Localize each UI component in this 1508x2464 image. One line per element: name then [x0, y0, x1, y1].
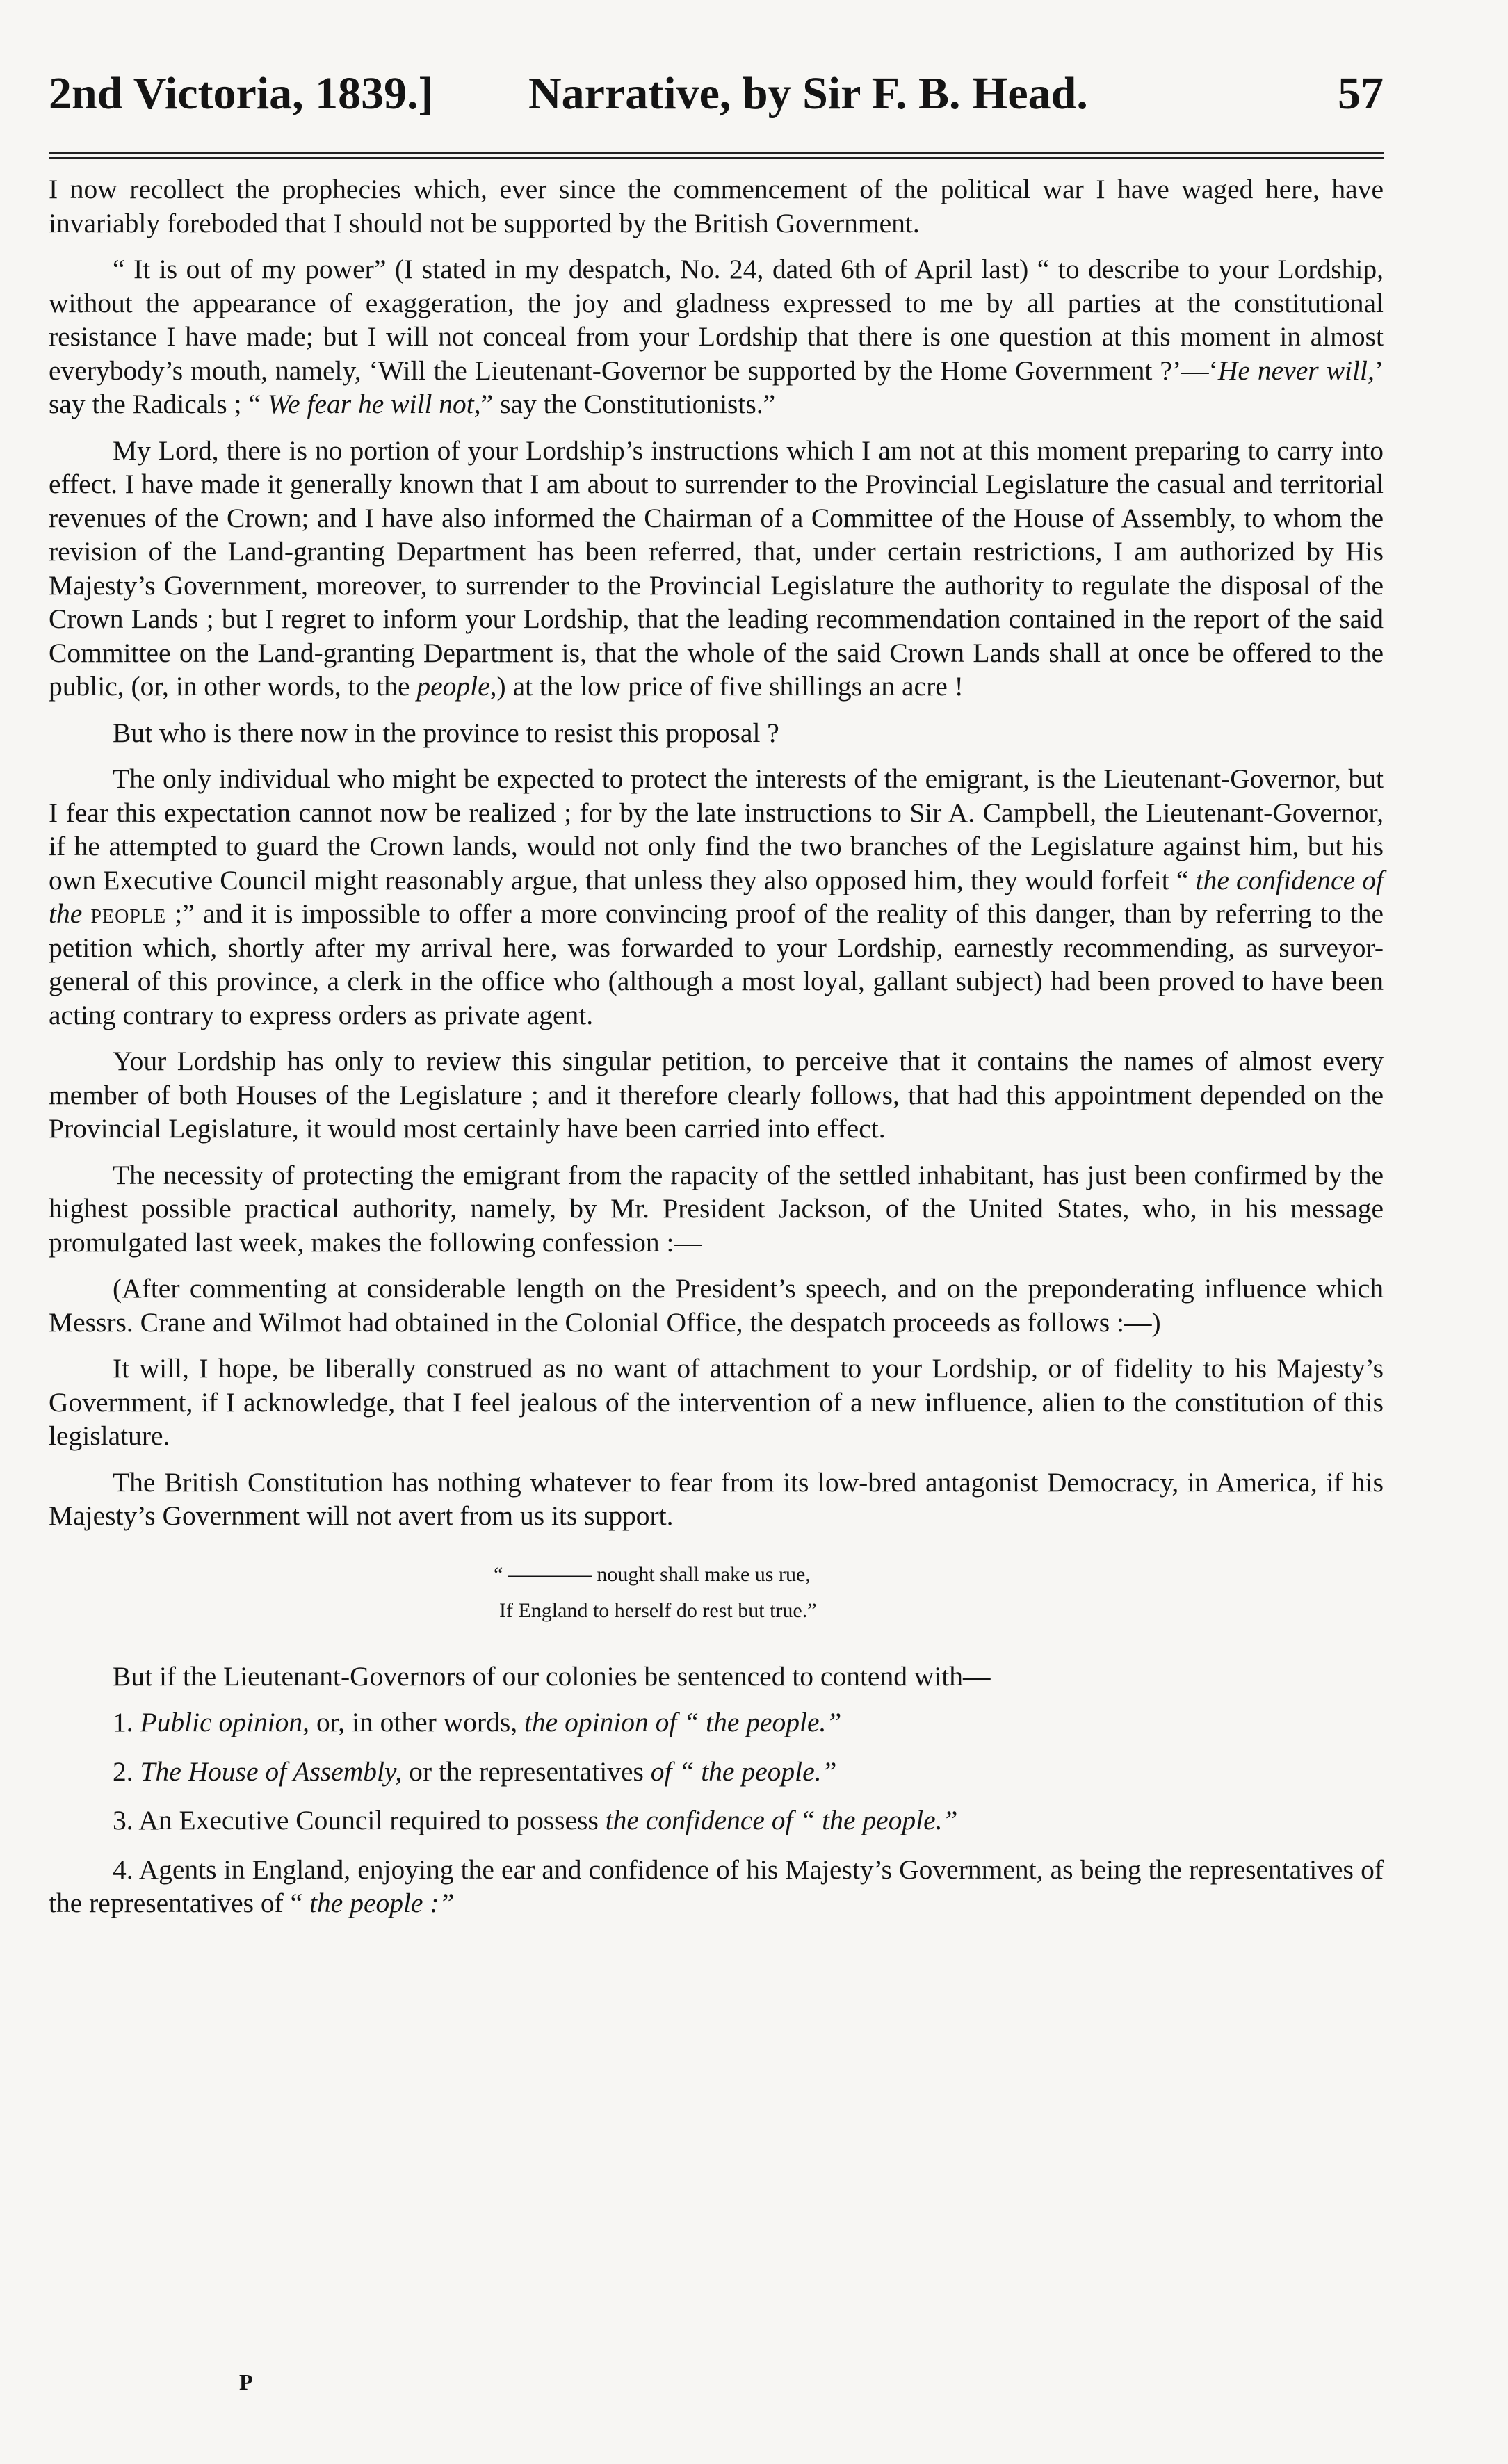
- verse-line-1: “ ———— nought shall make us rue,: [494, 1562, 811, 1586]
- numbered-list: [49, 1705, 1384, 1920]
- p5-smallcaps: people: [90, 898, 167, 929]
- p2-italic-1: He never will,: [1217, 355, 1375, 386]
- signature-mark: P: [239, 2369, 253, 2394]
- p3-italic: people,: [416, 671, 497, 702]
- paragraph-1: I now recollect the prophecies which, ever since the commencement of the political war I have waged here, have invariably foreboded that I should not be supported by the British Government.: [49, 174, 1384, 238]
- p2-text-a: “ It is out of my power” (I stated in my despatch, No. 24, dated 6th of April last) “ to describe to your Lordship, without the appearance of exaggeration, the joy and gladness expressed to me by all parties at the constitutional resistance I have made; but I will not conceal from your Lordship that there is one question at this moment in almost everybody’s mouth, namely, ‘Will the Lieutenant-Governor be supported by the Home Government ?’—‘: [49, 254, 1384, 386]
- list-text: Agents in England, enjoying the ear and confidence of his Majesty’s Government, as being the representatives of the representatives of “: [49, 1854, 1384, 1918]
- header-rule-bottom: [49, 157, 1384, 159]
- list-item: [49, 1853, 1384, 1920]
- list-item: [49, 1804, 1384, 1838]
- p3-text: My Lord, there is no portion of your Lordship’s instructions which I am not at this moment preparing to carry into effect. I have made it generally known that I am about to surrender to the Provincial Legislature the casual and territorial revenues of the Crown; and I have also informed the Chairman of a Committee of the House of Assembly, to whom the revision of the Land-granting Department has been referred, that, under certain restrictions, I am authorized by His Majesty’s Government, moreover, to surrender to the Provincial Legislature the authority to regulate the disposal of the Crown Lands ; but I regret to inform your Lordship, that the leading recommendation contained in the report of the said Committee on the Land-granting Department is, that the whole of the said Crown Lands shall at once be offered to the public, (or, in other words, to the: [49, 435, 1384, 702]
- p5-text-b: ;” and it is impossible to offer a more convincing proof of the reality of this danger, than by referring to the petition which, shortly after my arrival here, was forwarded to your Lordship, earnestly recommending, as surveyor-general of this province, a clerk in the office who (although a most loyal, gallant subject) had been proved to have been acting contrary to express orders as private agent.: [49, 898, 1384, 1030]
- list-number: 2.: [113, 1756, 133, 1787]
- list-item: [49, 1755, 1384, 1789]
- list-text: or the representatives: [402, 1756, 651, 1787]
- p2-text-c: ” say the Constitutionists.”: [480, 389, 776, 419]
- paragraph-3: [49, 434, 1384, 704]
- running-header: [49, 59, 1384, 129]
- list-text: or, in other words,: [309, 1707, 524, 1737]
- list-number: 3.: [113, 1805, 133, 1835]
- header-reign-date: 2nd Victoria, 1839.]: [49, 68, 434, 119]
- p3-text-end: ) at the low price of five shillings an acre !: [496, 671, 964, 702]
- list-italic-tail: of “ the people.”: [650, 1756, 837, 1787]
- header-rule-top: [49, 152, 1384, 154]
- paragraph-11: But if the Lieutenant-Governors of our colonies be sentenced to contend with—: [113, 1660, 991, 1692]
- p2-italic-2: We fear he will not,: [267, 389, 481, 419]
- page-number: 57: [1338, 68, 1384, 119]
- list-italic-lead: Public opinion,: [140, 1707, 310, 1737]
- paragraph-10: The British Constitution has nothing whatever to fear from its low-bred antagonist Democracy, in America, if his Majesty’s Government will not avert from us its support.: [49, 1466, 1384, 1531]
- body-text: [49, 172, 1384, 1936]
- paragraph-8: (After commenting at considerable length on the President’s speech, and on the preponderating influence which Messrs. Crane and Wilmot had obtained in the Colonial Office, the despatch proceeds as follows :—): [49, 1273, 1384, 1338]
- list-italic-tail: the confidence of “ the people.”: [605, 1805, 958, 1835]
- list-italic-tail: the opinion of “ the people.”: [524, 1707, 842, 1737]
- list-item: [49, 1705, 1384, 1740]
- paragraph-5: [49, 762, 1384, 1032]
- header-title: Narrative, by Sir F. B. Head.: [528, 68, 1088, 119]
- paragraph-6: Your Lordship has only to review this singular petition, to perceive that it contains the names of almost every member of both Houses of the Legislature ; and it therefore clearly follows, that had this appointment depended on the Provincial Legislature, it would most certainly have been carried into effect.: [49, 1046, 1384, 1144]
- list-italic-tail: the people :”: [309, 1888, 455, 1918]
- paragraph-7: The necessity of protecting the emigrant from the rapacity of the settled inhabitant, has just been confirmed by the highest possible practical authority, namely, by Mr. President Jackson, of the United States, who, in his message promulgated last week, makes the following confession :—: [49, 1159, 1384, 1258]
- list-italic-lead: The House of Assembly,: [140, 1756, 403, 1787]
- verse-line-2: If England to herself do rest but true.”: [499, 1598, 817, 1622]
- list-number: 4.: [113, 1854, 133, 1885]
- list-text: An Executive Council required to possess: [138, 1805, 606, 1835]
- list-number: 1.: [113, 1707, 133, 1737]
- paragraph-4: But who is there now in the province to resist this proposal ?: [113, 717, 779, 748]
- paragraph-2: [49, 252, 1384, 421]
- verse-quote: [494, 1557, 1384, 1629]
- p5-italic: the confidence of the: [49, 864, 1384, 929]
- paragraph-9: It will, I hope, be liberally construed as no want of attachment to your Lordship, or of fidelity to his Majesty’s Government, if I acknowledge, that I feel jealous of the intervention of a new influence, alien to the constitution of this legislature.: [49, 1353, 1384, 1451]
- p2-text-b: ’ say the Radicals ; “: [49, 355, 1384, 419]
- p5-text-a: The only individual who might be expected to protect the interests of the emigrant, is the Lieutenant-Governor, but I fear this expectation cannot now be realized ; for by the late instructions to Sir A. Campbell, the Lieutenant-Governor, if he attempted to guard the Crown lands, would not only find the two branches of the Legislature against him, but his own Executive Council might reasonably argue, that unless they also opposed him, they would forfeit “: [49, 763, 1384, 895]
